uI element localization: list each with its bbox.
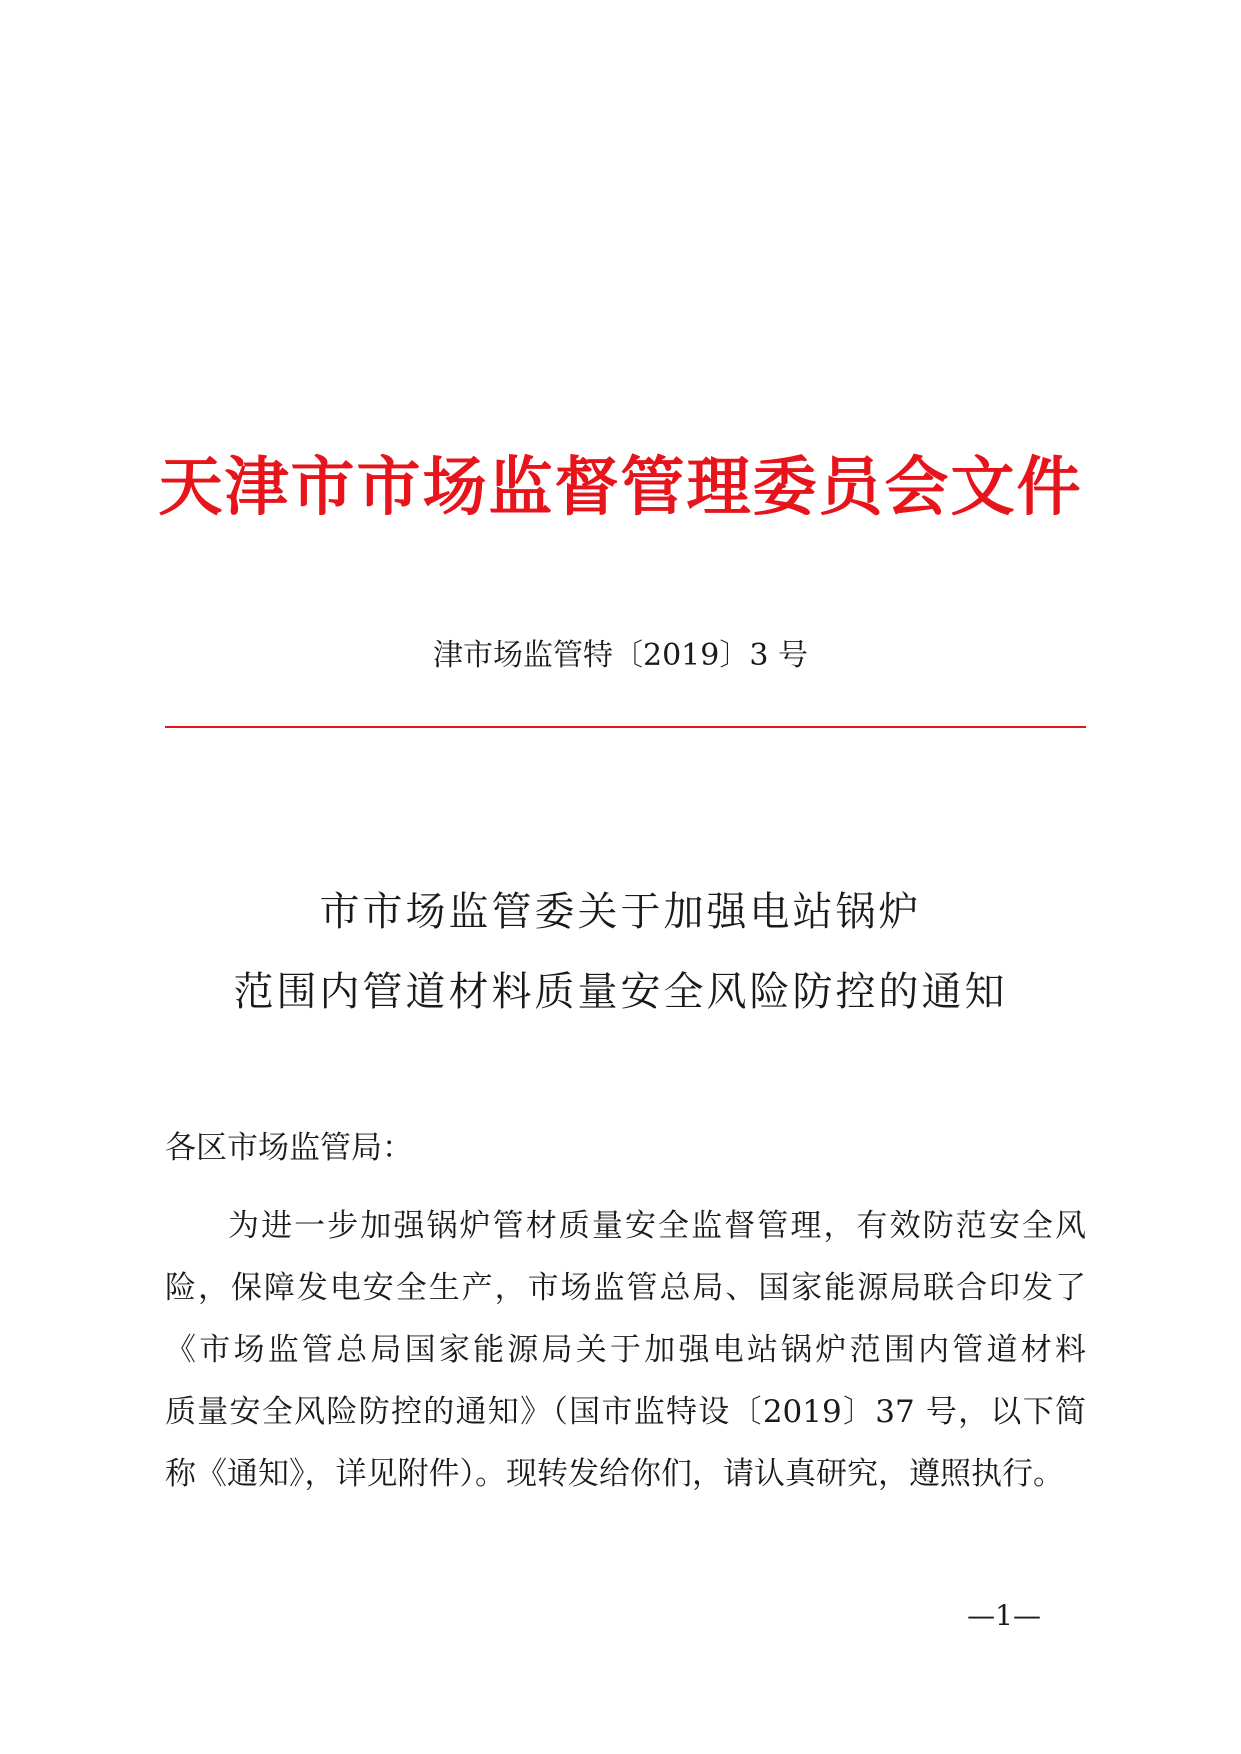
page-number: —1— <box>967 1599 1041 1632</box>
body-line-5: 称《通知》，详见附件）。现转发给你们，请认真研究，遵照执行。 <box>165 1456 1064 1492</box>
body-line-4: 质量安全风险防控的通知》（国市监特设〔2019〕37 号，以下简 <box>165 1394 1086 1430</box>
issuer-heading: 天津市市场监督管理委员会文件 <box>158 451 1083 525</box>
body-line-1: 为进一步加强锅炉管材质量安全监督管理，有效防范安全风 <box>228 1208 1086 1244</box>
body-line-2: 险，保障发电安全生产，市场监管总局、国家能源局联合印发了 <box>165 1270 1086 1306</box>
body-line-3: 《市场监管总局国家能源局关于加强电站锅炉范围内管道材料 <box>165 1332 1086 1368</box>
notice-title-line-1: 市市场监管委关于加强电站锅炉 <box>319 889 922 935</box>
document-number: 津市场监管特〔2019〕3 号 <box>433 638 808 673</box>
notice-title-line-2: 范围内管道材料质量安全风险防控的通知 <box>233 969 1008 1015</box>
red-separator-rule <box>165 726 1086 728</box>
salutation: 各区市场监管局： <box>165 1130 413 1166</box>
